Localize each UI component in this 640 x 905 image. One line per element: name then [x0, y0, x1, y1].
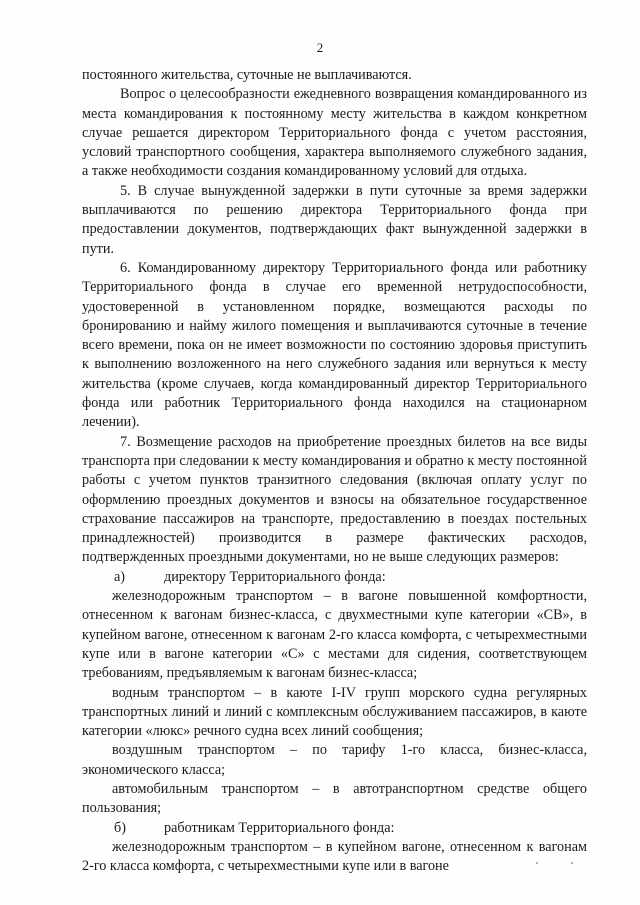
paragraph-item-5: 5. В случае вынужденной задержки в пути суточные за время задержки выплачиваются по решению директора Территориального фонда при предоставлении документов, подтверждающих факт вынужденной задержки в пути.: [82, 182, 587, 257]
paragraph-item-7: 7. Возмещение расходов на приобретение проездных билетов на все виды транспорта при следовании к месту командирования и обратно к месту постоянной работы с учетом пунктов транзитного следования (включая оплату услуг по оформлению проездных документов и взносы на обязательное государственное страхование пассажиров на транспорте, предоставлению в поездах постельных принадлежностей) производится в размере фактических расходов, подтвержденных проездными документами, но не выше следующих размеров:: [82, 433, 587, 566]
list-b-title: работникам Территориального фонда:: [164, 819, 395, 836]
list-a-item-rail: железнодорожным транспортом – в вагоне повышенной комфортности, отнесенном к вагонам бизнес-класса, с двухместными купе категории «СВ», в купейном вагоне, отнесенном к вагонам 2-го класса комфорта, с четырехместными купе или в вагоне категории «С» с местами для сидения, соответствующем требованиям, предъявляемым к вагонам бизнес-класса;: [82, 588, 587, 682]
list-a-heading: [82, 568, 587, 587]
paragraph-item-6: 6. Командированному директору Территориального фонда или работнику Территориального фонда в случае его временной нетрудоспособности, удостоверенной в установленном порядке, возмещаются расходы по бронированию и найму жилого помещения и выплачиваются суточные в течение всего времени, пока он не имеет возможности по состоянию здоровья приступить к выполнению возложенного на него служебного задания или вернуться к месту жительства (кроме случаев, когда командированный директор Территориального фонда или работник Территориального фонда находился на стационарном лечении).: [82, 259, 587, 431]
list-a-item-water: водным транспортом – в каюте I-IV групп морского судна регулярных транспортных линий и линий с комплексным обслуживанием пассажиров, в каюте категории «люкс» речного судна всех линий сообщения;: [82, 684, 587, 740]
list-a-title: директору Территориального фонда:: [164, 568, 386, 585]
document-body: [82, 66, 587, 876]
list-b-marker: б): [114, 819, 126, 836]
paragraph-return-question: Вопрос о целесообразности ежедневного возвращения командированного из места командирования к постоянному месту жительства в каждом конкретном случае решается директором Территориального фонда с учетом расстояния, условий транспортного сообщения, характера выполняемого служебного задания, а также необходимости создания командированному условий для отдыха.: [82, 86, 587, 180]
list-b-item-rail: железнодорожным транспортом – в купейном вагоне, отнесенном к вагонам 2-го класса комфорта, с четырехместными купе или в вагоне: [82, 838, 587, 875]
paragraph-continuation: постоянного жительства, суточные не выплачиваются.: [82, 67, 412, 83]
list-a-marker: а): [114, 568, 126, 585]
scan-speck: [536, 862, 538, 864]
page-number: 2: [316, 40, 324, 55]
list-a-item-air: воздушным транспортом – по тарифу 1-го класса, бизнес-класса, экономического класса;: [82, 742, 587, 778]
list-a-item-auto: автомобильным транспортом – в автотранспортном средстве общего пользования;: [82, 780, 587, 817]
scan-speck: [571, 862, 573, 864]
list-b-heading: [82, 819, 587, 838]
